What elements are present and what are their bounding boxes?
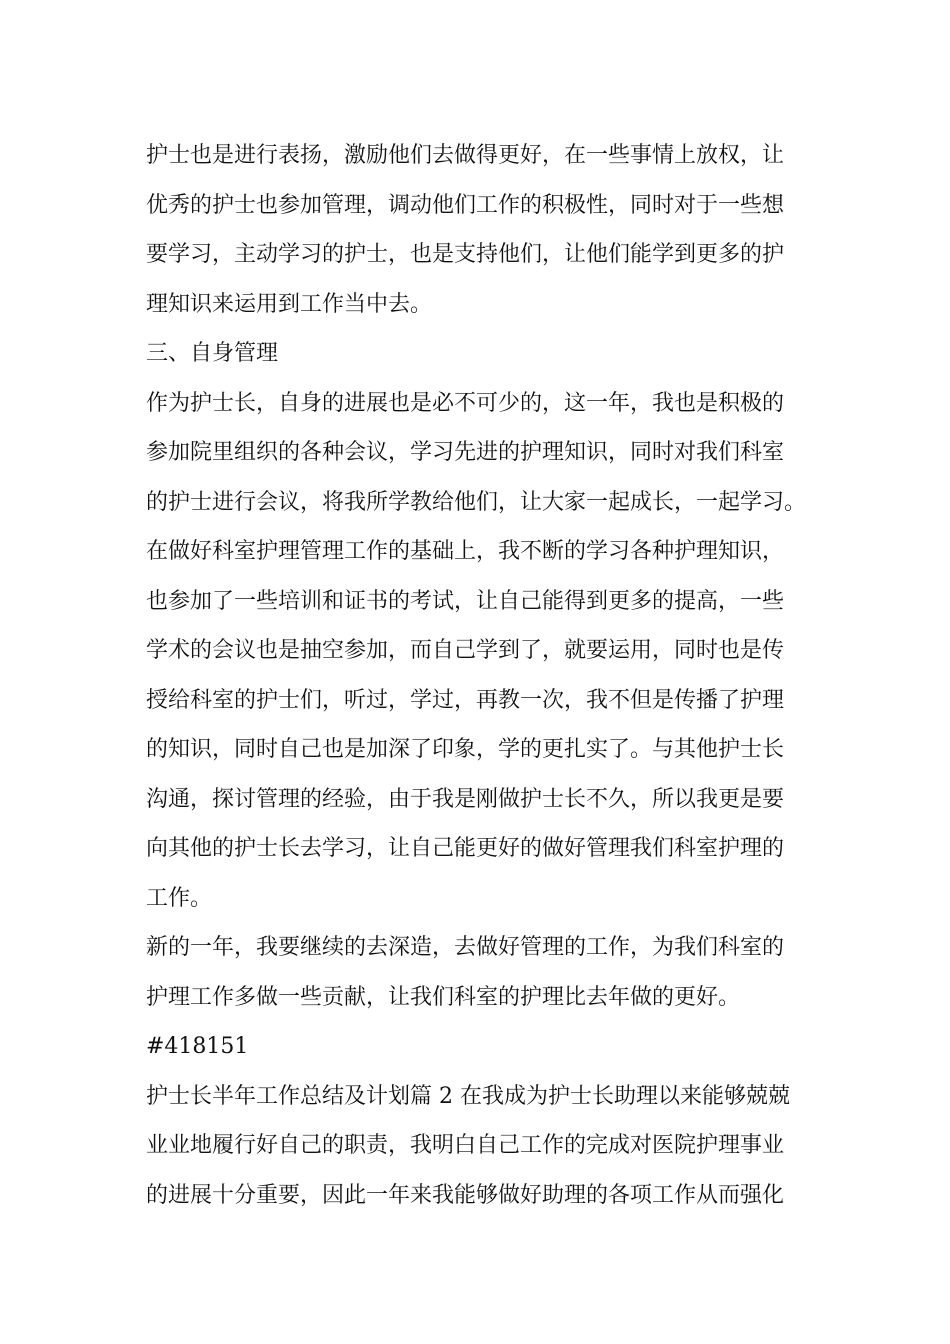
text-line: 要学习，主动学习的护士，也是支持他们，让他们能学到更多的护	[146, 242, 785, 267]
text-line: 护士也是进行表扬，激励他们去做得更好，在一些事情上放权，让	[146, 143, 785, 168]
text-line: 新的一年，我要继续的去深造，去做好管理的工作，为我们科室的	[146, 935, 785, 960]
text-line: 的知识，同时自己也是加深了印象，学的更扎实了。与其他护士长	[146, 737, 785, 762]
text-line: 的护士进行会议，将我所学教给他们，让大家一起成长，一起学习。	[146, 489, 807, 515]
text-line: 工作。	[146, 885, 213, 911]
text-line: 沟通，探讨管理的经验，由于我是刚做护士长不久，所以我更是要	[146, 786, 785, 812]
document-id: #418151	[146, 1034, 249, 1059]
text-line: 护理工作多做一些贡献，让我们科室的护理比去年做的更好。	[146, 984, 741, 1010]
text-line: 授给科室的护士们，听过，学过，再教一次，我不但是传播了护理	[146, 687, 785, 713]
text-line: 作为护士长，自身的进展也是必不可少的，这一年，我也是积极的	[146, 390, 785, 416]
text-line: 学术的会议也是抽空参加，而自己学到了，就要运用，同时也是传	[146, 638, 785, 663]
document-body	[146, 131, 816, 1220]
text-line: 参加院里组织的各种会议，学习先进的护理知识，同时对我们科室	[146, 440, 785, 465]
text-line: 向其他的护士长去学习，让自己能更好的做好管理我们科室护理的	[146, 836, 785, 861]
text-line: 的进展十分重要，因此一年来我能够做好助理的各项工作从而强化	[146, 1182, 785, 1208]
text-line: 理知识来运用到工作当中去。	[146, 291, 433, 317]
text-line: 护士长半年工作总结及计划篇 2 在我成为护士长助理以来能够兢兢	[146, 1083, 790, 1109]
text-line: 优秀的护士也参加管理，调动他们工作的积极性，同时对于一些想	[146, 192, 785, 218]
text-line: 业业地履行好自己的职责，我明白自己工作的完成对医院护理事业	[146, 1133, 785, 1158]
text-line: 在做好科室护理管理工作的基础上，我不断的学习各种护理知识，	[146, 539, 785, 564]
text-line: 也参加了一些培训和证书的考试，让自己能得到更多的提高，一些	[146, 588, 785, 614]
section-heading: 三、自身管理	[146, 341, 279, 366]
